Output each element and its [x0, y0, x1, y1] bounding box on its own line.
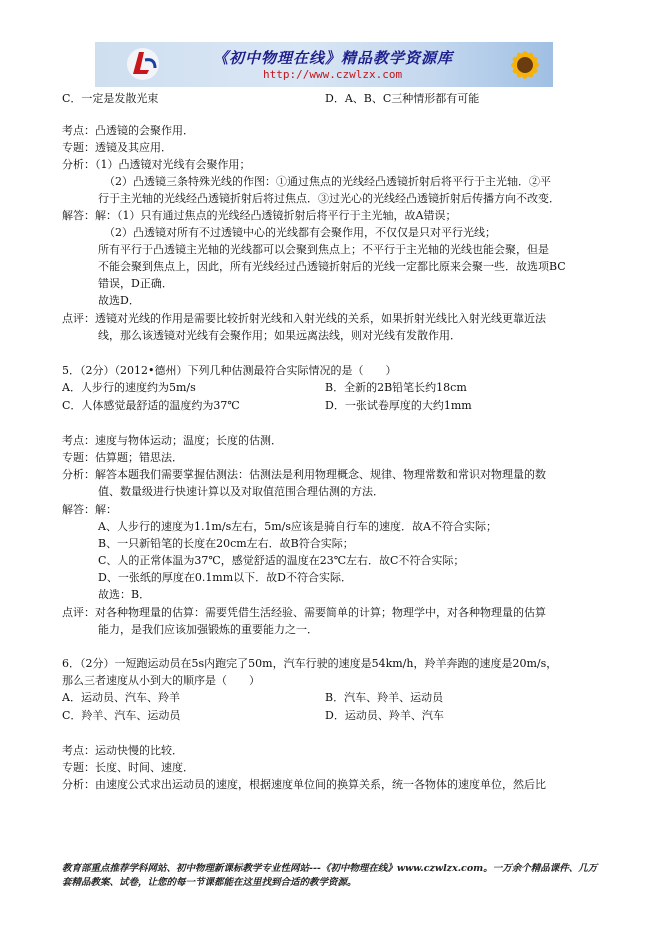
text-line: 故选：B．: [98, 588, 151, 601]
text-line: 考点：凸透镜的会聚作用．: [62, 124, 194, 137]
option-line: D．一张试卷厚度的大约1mm: [325, 399, 472, 412]
option-line: B．汽车、羚羊、运动员: [325, 691, 444, 704]
text-line: 6．（2分）一短跑运动员在5s内跑完了50m，汽车行驶的速度是54km/h，羚羊奔跑的速度是20m/s，: [62, 657, 558, 670]
text-line: 行于主光轴的光线经凸透镜折射后将过焦点．③过光心的光线经凸透镜折射后传播方向不改变．: [98, 192, 560, 205]
czwlzx-logo-icon: [125, 46, 161, 82]
text-line: C、人的正常体温为37℃，感觉舒适的温度在23℃左右．故C不符合实际；: [98, 554, 465, 567]
text-line: A．人步行的速度约为5m/s: [62, 381, 196, 394]
text-line: 值、数量级进行快速计算以及对取值范围合理估测的方法．: [98, 485, 384, 498]
text-line: 考点：速度与物体运动；温度；长度的估测．: [62, 434, 282, 447]
text-line: 所有平行于凸透镜主光轴的光线都可以会聚到焦点上；不平行于主光轴的光线也能会聚，但是: [98, 243, 549, 256]
text-line: （2）凸透镜对所有不过透镜中心的光线都有会聚作用，不仅仅是只对平行光线；: [104, 226, 496, 239]
text-line: 分析：（1）凸透镜对光线有会聚作用；: [62, 158, 251, 171]
text-line: 故选D．: [98, 294, 140, 307]
page-footer: 教育部重点推荐学科网站、初中物理新课标教学专业性网站---《初中物理在线》www.czwlzx.com。一万余个精品课件、几万套精品教案、试卷，让您的每一节课都能在这里找到合适的教学资源。: [62, 863, 598, 888]
text-line: 分析：解答本题我们需要掌握估测法：估测法是利用物理概念、规律、物理常数和常识对物理量的数: [62, 468, 546, 481]
text-line: 点评：对各种物理量的估算：需要凭借生活经验、需要简单的计算；物理学中，对各种物理量的估算: [62, 606, 546, 619]
text-line: A．运动员、汽车、羚羊: [62, 691, 180, 704]
text-line: 专题：估算题；错思法．: [62, 451, 183, 464]
text-line: 专题：透镜及其应用．: [62, 141, 172, 154]
text-line: 错误，D正确．: [98, 277, 173, 290]
banner-url[interactable]: http://www.czwlzx.com: [263, 68, 403, 81]
text-line: C．人体感觉最舒适的温度约为37℃: [62, 399, 240, 412]
text-line: 解答：解：（1）只有通过焦点的光线经凸透镜折射后将平行于主光轴，故A错误；: [62, 209, 457, 222]
text-line: 点评：透镜对光线的作用是需要比较折射光线和入射光线的关系，如果折射光线比入射光线更靠近法: [62, 312, 546, 325]
text-line: C．羚羊、汽车、运动员: [62, 709, 181, 722]
option-line: D．运动员、羚羊、汽车: [325, 709, 444, 722]
text-line: 分析：由速度公式求出运动员的速度，根据速度单位间的换算关系，统一各物体的速度单位，然后比: [62, 778, 546, 791]
text-line: A、人步行的速度为1.1m/s左右，5m/s应该是骑自行车的速度．故A不符合实际；: [98, 520, 497, 533]
text-line: 不能会聚到焦点上，因此，所有光线经过凸透镜折射后的光线一定都比原来会聚一些．故选项BC: [98, 260, 566, 273]
sunflower-icon: [497, 42, 553, 87]
text-line: 解答：解：: [62, 503, 117, 516]
text-line: 专题：长度、时间、速度．: [62, 761, 194, 774]
header-banner: [95, 42, 553, 87]
option-line: D．A、B、C三种情形都有可能: [325, 92, 480, 105]
text-line: D、一张纸的厚度在0.1mm以下．故D不符合实际．: [98, 571, 352, 584]
text-line: 那么三者速度从小到大的顺序是（ ）: [62, 674, 260, 687]
text-line: 线，那么该透镜对光线有会聚作用；如果远离法线，则对光线有发散作用．: [98, 329, 461, 342]
text-line: C．一定是发散光束: [62, 92, 159, 105]
text-line: 能力，是我们应该加强锻炼的重要能力之一．: [98, 623, 318, 636]
text-line: 5．（2分）（2012•德州）下列几种估测最符合实际情况的是（ ）: [62, 364, 397, 377]
banner-title: 《初中物理在线》精品教学资源库: [213, 49, 454, 67]
text-line: 考点：运动快慢的比较．: [62, 744, 183, 757]
option-line: B．全新的2B铅笔长约18cm: [325, 381, 467, 394]
text-line: （2）凸透镜三条特殊光线的作图：①通过焦点的光线经凸透镜折射后将平行于主光轴．②平: [104, 175, 551, 188]
text-line: B、一只新铅笔的长度在20cm左右．故B符合实际；: [98, 537, 354, 550]
